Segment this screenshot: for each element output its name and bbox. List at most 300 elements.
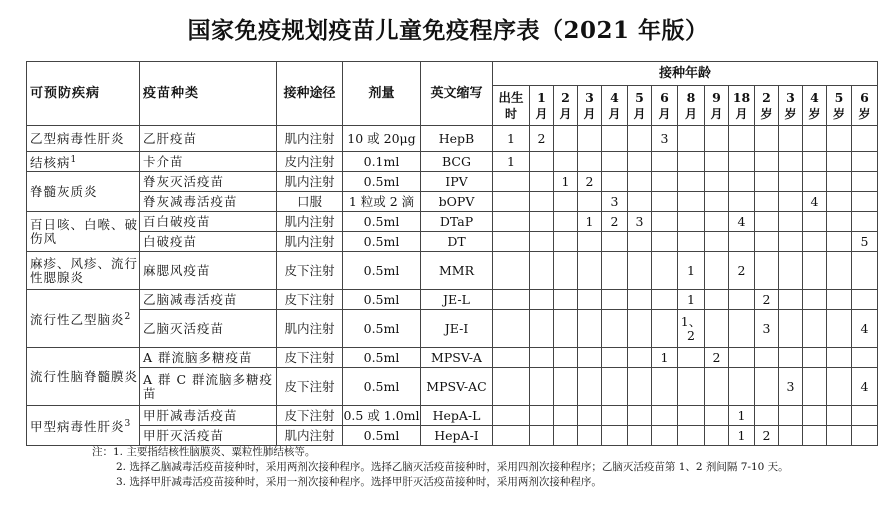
age-unit: 岁 <box>784 106 797 121</box>
dose-cell <box>578 252 602 290</box>
dose-cell <box>755 172 779 192</box>
age-value: 8 <box>686 89 696 105</box>
dose-cell <box>827 172 852 192</box>
dose-cell <box>779 152 803 172</box>
dose-cell: 1 <box>678 252 705 290</box>
dose-cell <box>602 290 628 310</box>
dose-cell <box>652 290 678 310</box>
dose-cell <box>803 172 827 192</box>
dose-cell <box>554 152 578 172</box>
route-cell: 皮内注射 <box>277 152 343 172</box>
dose-cell <box>602 126 628 152</box>
dose-cell: 1 <box>554 172 578 192</box>
dose-cell: 2 <box>530 126 554 152</box>
abbr-cell: HepA-L <box>421 406 493 426</box>
dose-cell <box>803 426 827 446</box>
dose-cell <box>827 152 852 172</box>
route-cell: 肌内注射 <box>277 426 343 446</box>
dose-cell <box>729 348 755 368</box>
dose-cell <box>803 152 827 172</box>
route-cell: 肌内注射 <box>277 172 343 192</box>
dosage-cell: 10 或 20μg <box>343 126 421 152</box>
dose-cell <box>678 406 705 426</box>
abbr-cell: BCG <box>421 152 493 172</box>
footnote-ref: 1 <box>70 154 78 165</box>
vaccine-cell: 甲肝减毒活疫苗 <box>140 406 277 426</box>
dose-cell: 2 <box>755 426 779 446</box>
age-unit: 月 <box>559 106 572 121</box>
abbr-cell: MPSV-AC <box>421 368 493 406</box>
dose-cell <box>779 348 803 368</box>
dose-cell <box>803 232 827 252</box>
footnote-2: 2. 选择乙脑减毒活疫苗接种时，采用两剂次接种程序。选择乙脑灭活疫苗接种时，采用四剂次接种程序；乙脑灭活疫苗第 1、2 剂间隔 7-10 天。 <box>116 461 789 473</box>
route-cell: 皮下注射 <box>277 406 343 426</box>
dose-cell <box>554 290 578 310</box>
dose-cell: 1、2 <box>678 310 705 348</box>
dose-cell <box>827 232 852 252</box>
age-value: 9 <box>712 89 721 105</box>
dose-cell <box>779 310 803 348</box>
dose-cell <box>852 212 878 232</box>
age-unit: 月 <box>583 106 596 121</box>
dose-cell <box>493 192 530 212</box>
dose-cell <box>652 252 678 290</box>
age-header <box>678 86 705 126</box>
abbr-cell: MMR <box>421 252 493 290</box>
dose-cell <box>554 368 578 406</box>
abbr-cell: HepB <box>421 126 493 152</box>
dose-cell <box>803 310 827 348</box>
dose-cell: 1 <box>678 290 705 310</box>
dose-cell <box>652 192 678 212</box>
dose-cell <box>729 172 755 192</box>
dose-cell <box>827 290 852 310</box>
dose-cell <box>729 368 755 406</box>
dosage-cell: 1 粒或 2 滴 <box>343 192 421 212</box>
table-row <box>27 426 878 446</box>
dose-cell <box>628 368 652 406</box>
route-cell: 肌内注射 <box>277 126 343 152</box>
dose-cell <box>493 172 530 192</box>
dose-cell: 1 <box>729 426 755 446</box>
footnotes <box>92 445 789 490</box>
dose-cell <box>852 192 878 212</box>
dose-cell <box>554 232 578 252</box>
dose-cell <box>554 252 578 290</box>
dose-cell: 3 <box>755 310 779 348</box>
dose-cell: 5 <box>852 232 878 252</box>
dose-cell <box>602 426 628 446</box>
abbr-cell: JE-I <box>421 310 493 348</box>
age-value: 5 <box>635 89 644 105</box>
dose-cell: 1 <box>729 406 755 426</box>
dose-cell <box>602 348 628 368</box>
dose-cell <box>755 212 779 232</box>
dosage-cell: 0.1ml <box>343 152 421 172</box>
dose-cell <box>678 172 705 192</box>
dose-cell <box>779 406 803 426</box>
route-cell: 皮下注射 <box>277 290 343 310</box>
dose-cell <box>705 290 729 310</box>
dose-cell <box>493 348 530 368</box>
header-abbr: 英文缩写 <box>421 62 493 126</box>
vaccine-cell: 乙脑灭活疫苗 <box>140 310 277 348</box>
dose-cell <box>628 310 652 348</box>
age-unit: 时 <box>504 106 517 121</box>
dose-cell <box>705 310 729 348</box>
dose-cell: 2 <box>755 290 779 310</box>
dose-cell <box>705 406 729 426</box>
disease-name: 结核病 <box>30 155 71 171</box>
dose-cell <box>530 426 554 446</box>
age-header <box>554 86 578 126</box>
dose-cell <box>493 426 530 446</box>
age-header <box>705 86 729 126</box>
dose-cell <box>628 252 652 290</box>
disease-name: 流行性乙型脑炎 <box>30 312 125 328</box>
abbr-cell: DT <box>421 232 493 252</box>
dosage-cell: 0.5ml <box>343 252 421 290</box>
dose-cell: 3 <box>628 212 652 232</box>
dose-cell: 1 <box>652 348 678 368</box>
age-value: 1 <box>537 89 546 105</box>
dose-cell <box>729 290 755 310</box>
dose-cell: 4 <box>852 368 878 406</box>
dose-cell <box>628 126 652 152</box>
vaccine-cell: 脊灰减毒活疫苗 <box>140 192 277 212</box>
dosage-cell: 0.5ml <box>343 212 421 232</box>
dosage-cell: 0.5ml <box>343 426 421 446</box>
disease-name: 甲型病毒性肝炎 <box>30 419 125 435</box>
vaccine-cell: 乙肝疫苗 <box>140 126 277 152</box>
vaccine-cell: 甲肝灭活疫苗 <box>140 426 277 446</box>
dose-cell <box>530 212 554 232</box>
dose-cell <box>729 152 755 172</box>
dosage-cell: 0.5ml <box>343 310 421 348</box>
age-unit: 岁 <box>808 106 821 121</box>
dosage-cell: 0.5 或 1.0ml <box>343 406 421 426</box>
dose-cell <box>827 252 852 290</box>
dose-cell <box>578 406 602 426</box>
dose-cell <box>652 172 678 192</box>
dose-cell <box>678 368 705 406</box>
dose-cell <box>779 290 803 310</box>
dose-cell <box>554 426 578 446</box>
table-row <box>27 126 878 152</box>
age-value: 5 <box>834 89 844 105</box>
dose-cell <box>628 290 652 310</box>
dose-cell: 3 <box>602 192 628 212</box>
dose-cell <box>602 152 628 172</box>
dose-cell <box>652 152 678 172</box>
dose-cell <box>852 152 878 172</box>
dose-cell <box>755 126 779 152</box>
disease-name: 流行性脑脊髓膜炎 <box>30 368 139 384</box>
immunization-schedule-table <box>26 61 878 446</box>
vaccine-cell: A 群流脑多糖疫苗 <box>140 348 277 368</box>
table-row <box>27 290 878 310</box>
dose-cell <box>705 252 729 290</box>
age-value: 4 <box>610 89 619 105</box>
dose-cell <box>530 192 554 212</box>
table-row <box>27 368 878 406</box>
dose-cell <box>493 252 530 290</box>
dose-cell: 3 <box>652 126 678 152</box>
age-value: 4 <box>810 89 819 105</box>
dose-cell <box>705 232 729 252</box>
dose-cell <box>554 406 578 426</box>
dose-cell <box>827 212 852 232</box>
disease-name: 脊髓灰质炎 <box>30 183 98 199</box>
dose-cell <box>803 252 827 290</box>
table-row <box>27 172 878 192</box>
dose-cell <box>678 212 705 232</box>
dose-cell <box>803 126 827 152</box>
dose-cell: 1 <box>578 212 602 232</box>
dose-cell <box>827 406 852 426</box>
dose-cell <box>530 232 554 252</box>
abbr-cell: DTaP <box>421 212 493 232</box>
dose-cell <box>705 192 729 212</box>
dose-cell <box>628 426 652 446</box>
dose-cell <box>652 368 678 406</box>
dose-cell <box>755 348 779 368</box>
age-value: 2 <box>561 89 570 105</box>
age-unit: 岁 <box>760 106 773 121</box>
age-unit: 月 <box>658 106 671 121</box>
dose-cell <box>803 368 827 406</box>
vaccine-cell: 白破疫苗 <box>140 232 277 252</box>
dose-cell <box>803 406 827 426</box>
dosage-cell: 0.5ml <box>343 232 421 252</box>
dose-cell <box>678 348 705 368</box>
dose-cell: 4 <box>729 212 755 232</box>
dose-cell <box>678 126 705 152</box>
age-value: 出生 <box>498 89 524 105</box>
age-header <box>803 86 827 126</box>
dose-cell <box>827 192 852 212</box>
age-unit: 月 <box>710 106 723 121</box>
header-dosage: 剂量 <box>343 62 421 126</box>
disease-cell <box>27 348 140 406</box>
dose-cell <box>779 192 803 212</box>
dose-cell <box>852 252 878 290</box>
age-header <box>493 86 530 126</box>
dose-cell <box>628 152 652 172</box>
dose-cell <box>493 406 530 426</box>
table-row <box>27 212 878 232</box>
dose-cell <box>578 126 602 152</box>
dose-cell <box>755 192 779 212</box>
disease-name: 百日咳、白喉、破伤风 <box>30 216 139 246</box>
dose-cell <box>779 126 803 152</box>
dose-cell <box>827 348 852 368</box>
dose-cell: 4 <box>852 310 878 348</box>
dose-cell <box>678 152 705 172</box>
age-value: 18 <box>732 89 751 105</box>
dose-cell <box>530 152 554 172</box>
dose-cell <box>652 232 678 252</box>
dose-cell <box>705 172 729 192</box>
dose-cell <box>628 192 652 212</box>
dose-cell <box>803 212 827 232</box>
dose-cell <box>554 310 578 348</box>
vaccine-cell: 脊灰灭活疫苗 <box>140 172 277 192</box>
dose-cell <box>602 406 628 426</box>
age-value: 2 <box>762 89 771 105</box>
vaccine-cell: 麻腮风疫苗 <box>140 252 277 290</box>
dose-cell <box>803 348 827 368</box>
dose-cell: 1 <box>493 152 530 172</box>
dosage-cell: 0.5ml <box>343 368 421 406</box>
disease-name: 麻疹、风疹、流行性腮腺炎 <box>30 255 139 285</box>
age-value: 3 <box>585 89 594 105</box>
dose-cell <box>578 152 602 172</box>
route-cell: 口服 <box>277 192 343 212</box>
header-disease: 可预防疾病 <box>27 62 140 126</box>
table-row <box>27 232 878 252</box>
route-cell: 肌内注射 <box>277 212 343 232</box>
page-title: 国家免疫规划疫苗儿童免疫程序表（2021 年版） <box>187 17 709 44</box>
dose-cell <box>652 310 678 348</box>
age-header <box>602 86 628 126</box>
dose-cell <box>530 252 554 290</box>
dose-cell <box>705 212 729 232</box>
dose-cell <box>578 310 602 348</box>
dose-cell <box>530 368 554 406</box>
dose-cell <box>602 232 628 252</box>
header-row <box>27 62 878 86</box>
disease-cell <box>27 406 140 446</box>
dose-cell <box>530 290 554 310</box>
age-unit: 月 <box>735 106 748 121</box>
age-header <box>729 86 755 126</box>
age-header <box>578 86 602 126</box>
dose-cell <box>652 406 678 426</box>
dose-cell <box>729 126 755 152</box>
age-header <box>779 86 803 126</box>
disease-cell <box>27 126 140 152</box>
header-age: 接种年龄 <box>493 62 878 86</box>
age-unit: 月 <box>684 106 697 121</box>
dose-cell <box>628 232 652 252</box>
age-unit: 岁 <box>832 106 845 121</box>
dose-cell <box>729 232 755 252</box>
dose-cell <box>578 348 602 368</box>
table-row <box>27 252 878 290</box>
dose-cell <box>779 252 803 290</box>
disease-cell <box>27 172 140 212</box>
age-value: 6 <box>860 89 869 105</box>
dose-cell: 3 <box>779 368 803 406</box>
age-unit: 月 <box>535 106 548 121</box>
age-header <box>530 86 554 126</box>
dose-cell <box>554 192 578 212</box>
dose-cell <box>602 172 628 192</box>
dose-cell: 2 <box>602 212 628 232</box>
age-value: 6 <box>660 89 669 105</box>
dose-cell <box>729 192 755 212</box>
dose-cell <box>678 426 705 446</box>
dose-cell <box>678 232 705 252</box>
table-row <box>27 192 878 212</box>
dose-cell <box>852 290 878 310</box>
age-unit: 月 <box>633 106 646 121</box>
disease-name: 乙型病毒性肝炎 <box>30 130 125 146</box>
dose-cell <box>852 172 878 192</box>
dose-cell <box>678 192 705 212</box>
dose-cell <box>729 310 755 348</box>
dose-cell <box>493 310 530 348</box>
age-header <box>628 86 652 126</box>
disease-cell <box>27 252 140 290</box>
dose-cell <box>852 348 878 368</box>
dose-cell <box>827 310 852 348</box>
dose-cell <box>652 426 678 446</box>
dose-cell <box>779 426 803 446</box>
abbr-cell: MPSV-A <box>421 348 493 368</box>
table-row <box>27 152 878 172</box>
age-value: 3 <box>786 89 795 105</box>
dose-cell <box>755 152 779 172</box>
dose-cell <box>530 310 554 348</box>
dose-cell <box>779 212 803 232</box>
dose-cell <box>602 310 628 348</box>
route-cell: 肌内注射 <box>277 232 343 252</box>
age-unit: 岁 <box>858 106 871 121</box>
dose-cell <box>493 232 530 252</box>
age-header <box>652 86 678 126</box>
table-row <box>27 406 878 426</box>
age-header <box>827 86 852 126</box>
abbr-cell: IPV <box>421 172 493 192</box>
dose-cell <box>554 348 578 368</box>
table-row <box>27 310 878 348</box>
abbr-cell: HepA-I <box>421 426 493 446</box>
age-header <box>852 86 878 126</box>
dose-cell <box>755 406 779 426</box>
dose-cell <box>628 406 652 426</box>
dose-cell <box>779 172 803 192</box>
dose-cell <box>652 212 678 232</box>
route-cell: 皮下注射 <box>277 368 343 406</box>
abbr-cell: JE-L <box>421 290 493 310</box>
dose-cell <box>705 126 729 152</box>
dose-cell <box>827 426 852 446</box>
route-cell: 皮下注射 <box>277 348 343 368</box>
dose-cell <box>554 126 578 152</box>
footnote-ref: 3 <box>124 418 132 429</box>
footnote-1: 注：1. 主要指结核性脑膜炎、粟粒性肺结核等。 <box>92 446 316 458</box>
dosage-cell: 0.5ml <box>343 290 421 310</box>
footnote-ref: 2 <box>124 311 132 322</box>
vaccine-cell: 乙脑减毒活疫苗 <box>140 290 277 310</box>
route-cell: 皮下注射 <box>277 252 343 290</box>
dose-cell <box>852 426 878 446</box>
dose-cell <box>755 252 779 290</box>
dose-cell: 2 <box>578 172 602 192</box>
dose-cell <box>705 152 729 172</box>
dose-cell <box>827 368 852 406</box>
age-unit: 月 <box>608 106 621 121</box>
dose-cell <box>602 252 628 290</box>
disease-cell <box>27 290 140 348</box>
dose-cell <box>554 212 578 232</box>
dose-cell <box>530 172 554 192</box>
dose-cell <box>493 368 530 406</box>
route-cell: 肌内注射 <box>277 310 343 348</box>
age-header <box>755 86 779 126</box>
